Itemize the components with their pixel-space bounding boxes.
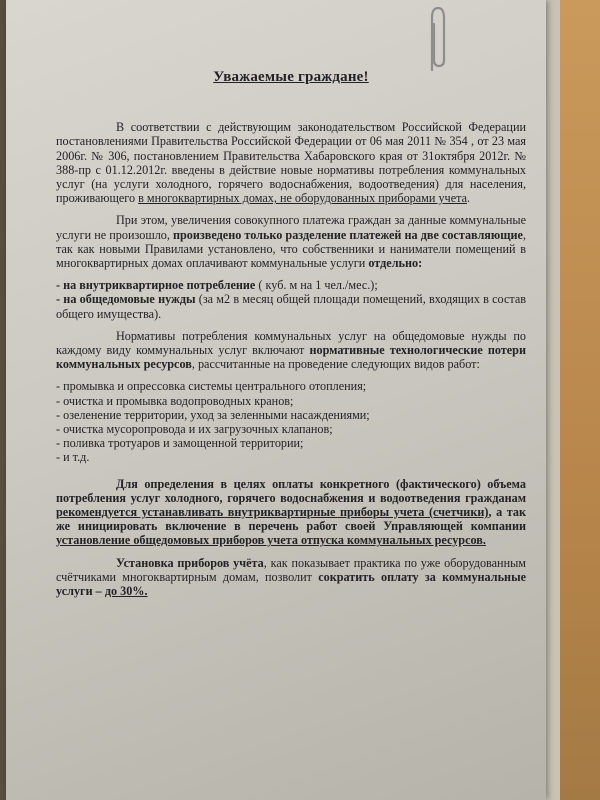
list-item (56, 278, 526, 292)
list-item-text: (за м2 в месяц общей площади помещений, входящих в состав общего имущества). (56, 292, 526, 321)
paragraph-text: , как показывает практика по уже оборудованным счётчиками многоквартирным домам, позволит (56, 555, 526, 584)
notice-title: Уважаемые граждане! (213, 69, 369, 85)
paragraph-text: . (466, 191, 471, 206)
list-item: - и т.д. (56, 450, 90, 465)
bold-text: произведено только разделение платежей на две составляющие (172, 227, 523, 242)
paragraph-text: При этом, увеличения совокупного платежа граждан за данные коммунальные услуги не произошло, (56, 213, 526, 242)
underlined-text: в многоквартирных домах, не оборудованных приборами учета (138, 191, 467, 206)
underlined-bold-text: установление общедомовых приборов учета отпуска коммунальных ресурсов. (56, 533, 486, 548)
bold-text: , а так же инициировать включение в перечень работ своей Управляющей компании (56, 505, 526, 534)
paragraph-text: В соответствии с действующим законодательством Российской Федерации постановлениями Правительства Российской Федерации от 06 мая 2011 № 354 , от 23 мая 2006г. № 306, постановлением Правительства Хабаровского края от 31октября 2012г. № 388-пр с 01.12.2012г. введены в действие новые нормативы потребления коммунальных услуг (на услуги холодного, горячего водоснабжения, водоотведения) для населения, проживающего (56, 120, 526, 206)
paper-sheet (6, 0, 546, 800)
notice-body (56, 70, 526, 606)
list-item (56, 292, 526, 320)
works-list (56, 379, 526, 464)
paragraph-norms (56, 329, 526, 372)
list-item: - озеленение территории, уход за зеленными насаждениями; (56, 407, 370, 422)
paragraph-text: , так как новыми Правилами установлено, что собственники и наниматели помещений в многоквартирных домах оплачивают коммунальные услуги (56, 227, 526, 271)
paragraph-recommendation (56, 477, 526, 548)
bold-text: Установка приборов учёта (116, 555, 264, 570)
paragraph-text: , рассчитанные на проведение следующих видов работ: (191, 357, 480, 372)
bold-text: Для определения в целях оплаты конкретного (фактического) объема потребления услуг холодного, горячего водоснабжения и водоотведения гражданам (56, 476, 526, 505)
paperclip-icon (424, 4, 450, 74)
paragraph-savings (56, 556, 526, 599)
bold-text: отдельно: (368, 256, 423, 271)
underlined-bold-text: до 30%. (104, 584, 148, 599)
paragraph-regulations (56, 120, 526, 205)
underlined-bold-text: рекомендуется устанавливать внутриквартирные приборы учета (счетчики) (56, 505, 489, 520)
bold-text: сократить оплату за коммунальные услуги – (56, 569, 526, 599)
list-item-bold: - на общедомовые нужды (56, 292, 196, 307)
list-item: - поливка тротуаров и замощенной территории; (56, 436, 304, 451)
paragraph-payment-split (56, 213, 526, 270)
payment-components-list (56, 278, 526, 321)
list-item-bold: - на внутриквартирное потребление (56, 278, 256, 293)
bold-text: нормативные технологические потери коммунальных ресурсов (56, 343, 526, 372)
list-item: - очистка и промывка водопроводных кранов; (56, 393, 294, 408)
list-item: - очистка мусоропровода и их загрузочных клапанов; (56, 422, 333, 437)
list-item: - промывка и опрессовка системы центрального отопления; (56, 379, 367, 394)
list-item-text: ( куб. м на 1 чел./мес.); (255, 278, 378, 293)
paragraph-text: Нормативы потребления коммунальных услуг на общедомовые нужды по каждому виду коммунальных услуг включают (56, 328, 526, 358)
